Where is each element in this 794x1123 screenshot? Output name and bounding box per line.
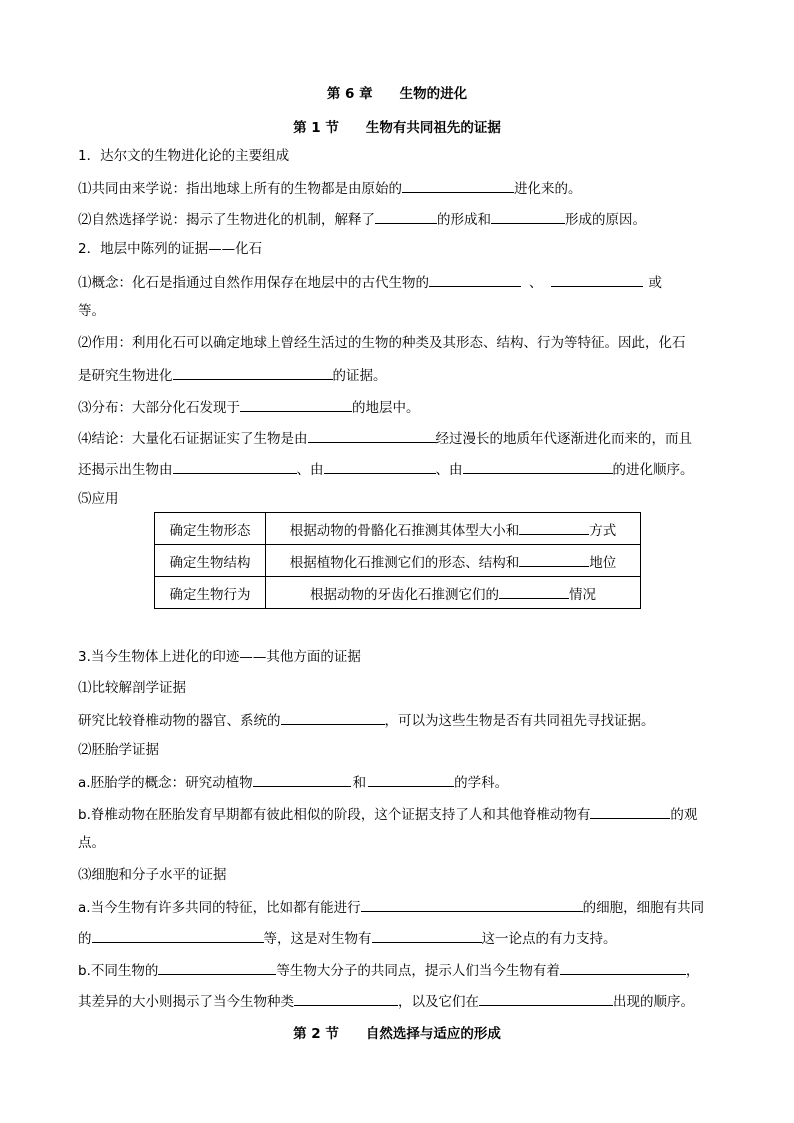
question-3-2: ⑵胚胎学证据 (78, 742, 159, 758)
question-2-4-cont (78, 459, 694, 479)
question-3-3: ⑶细胞和分子水平的证据 (78, 867, 227, 883)
table-row (155, 513, 641, 545)
text: 经过漫长的地质年代逐渐进化而来的，而且 (435, 431, 692, 447)
answer-blank[interactable] (253, 772, 351, 787)
question-3-3-b-cont (78, 991, 694, 1011)
answer-blank[interactable] (324, 459, 436, 474)
text: 的学科。 (454, 775, 509, 791)
question-3-2-b (78, 804, 697, 824)
text: ⑵自然选择学说：揭示了生物进化的机制，解释了 (78, 212, 375, 228)
question-3-1-text (78, 710, 655, 730)
question-1-2 (78, 209, 646, 229)
answer-blank[interactable] (491, 209, 565, 224)
section-2-title: 第 2 节 自然选择与适应的形成 (293, 1026, 501, 1042)
text: 其差异的大小则揭示了当今生物种类 (78, 994, 294, 1010)
table-cell-text (266, 513, 641, 545)
text: 等，这是对生物有 (263, 931, 372, 947)
question-2-1 (78, 272, 662, 292)
answer-blank[interactable] (173, 459, 297, 474)
text: 根据动物的骨骼化石推测其体型大小和 (289, 522, 520, 539)
text: ，以及它们在 (398, 994, 479, 1010)
text: 地位 (589, 554, 617, 571)
question-2-2-cont (78, 365, 387, 385)
text: ，可以为这些生物是否有共同祖先寻找证据。 (384, 713, 655, 729)
answer-blank[interactable] (375, 209, 437, 224)
table-row (155, 577, 641, 609)
text: 根据动物的牙齿化石推测它们的 (310, 586, 499, 603)
answer-blank[interactable] (308, 428, 436, 443)
text: 的形成和 (437, 212, 491, 228)
table-cell-text (266, 545, 641, 577)
text: ⑶分布：大部分化石发现于 (78, 400, 240, 416)
text: 出现的顺序。 (613, 994, 694, 1010)
text: 方式 (589, 522, 617, 539)
text: 、由 (435, 462, 463, 478)
answer-blank[interactable] (519, 520, 589, 535)
text: 还揭示出生物由 (78, 462, 173, 478)
table-cell-text (266, 577, 641, 609)
text: 或 (648, 275, 662, 291)
answer-blank[interactable] (402, 178, 514, 193)
text: a.当今生物有许多共同的特征，比如都有能进行 (78, 900, 361, 916)
question-2-4 (78, 428, 692, 448)
answer-blank[interactable] (429, 272, 521, 287)
text: 、 (529, 275, 543, 291)
text: 和 (352, 775, 367, 791)
text: ⑷结论：大量化石证据证实了生物是由 (78, 431, 308, 447)
question-3-heading: 3.当今生物体上进化的印迹——其他方面的证据 (78, 649, 361, 665)
question-3-3-a-cont (78, 928, 617, 948)
question-2-heading: 2．地层中陈列的证据——化石 (78, 241, 263, 257)
text: b.不同生物的 (78, 963, 159, 979)
question-2-5: ⑸应用 (78, 491, 119, 507)
answer-blank[interactable] (281, 710, 385, 725)
question-2-3 (78, 397, 420, 417)
question-2-2: ⑵作用：利用化石可以确定地球上曾经生活过的生物的种类及其形态、结构、行为等特征。因此，化石 (78, 335, 686, 351)
answer-blank[interactable] (560, 960, 686, 975)
text: 的 (78, 931, 92, 947)
text: ⑴共同由来学说：指出地球上所有的生物都是由原始的 (78, 181, 402, 197)
answer-blank[interactable] (551, 272, 643, 287)
question-3-1: ⑴比较解剖学证据 (78, 680, 186, 696)
answer-blank[interactable] (158, 960, 276, 975)
chapter-title: 第 6 章 生物的进化 (326, 86, 468, 102)
question-3-2-b-cont: 点。 (78, 835, 105, 851)
table-cell-label: 确定生物结构 (155, 545, 266, 577)
text: 这一论点的有力支持。 (481, 931, 617, 947)
text: ， (685, 963, 700, 979)
text: 根据植物化石推测它们的形态、结构和 (289, 554, 520, 571)
text: 、由 (296, 462, 324, 478)
text: 进化来的。 (514, 181, 582, 197)
text: 的细胞，细胞有共同 (582, 900, 705, 916)
answer-blank[interactable] (240, 397, 352, 412)
text: b.脊椎动物在胚胎发育早期都有彼此相似的阶段，这个证据支持了人和其他脊椎动物有 (78, 807, 591, 823)
text: 是研究生物进化 (78, 368, 173, 384)
text: 等生物大分子的共同点，提示人们当今生物有着 (276, 963, 560, 979)
text: 的地层中。 (352, 400, 420, 416)
answer-blank[interactable] (294, 991, 398, 1006)
text: 情况 (569, 586, 596, 603)
question-3-3-a (78, 897, 704, 917)
text: 的进化顺序。 (612, 462, 694, 478)
answer-blank[interactable] (499, 584, 569, 599)
table-cell-label: 确定生物形态 (155, 513, 266, 545)
answer-blank[interactable] (519, 552, 589, 567)
question-1-1 (78, 178, 582, 198)
question-3-3-b (78, 960, 699, 980)
text: 的证据。 (332, 368, 387, 384)
answer-blank[interactable] (590, 804, 670, 819)
fossil-application-table (154, 512, 641, 609)
answer-blank[interactable] (173, 365, 333, 380)
table-row (155, 545, 641, 577)
question-1-heading: 1．达尔文的生物进化论的主要组成 (78, 148, 290, 164)
answer-blank[interactable] (372, 928, 482, 943)
text: 研究比较脊椎动物的器官、系统的 (78, 713, 281, 729)
question-2-1-cont: 等。 (78, 303, 105, 319)
section-title: 第 1 节 生物有共同祖先的证据 (293, 120, 501, 136)
answer-blank[interactable] (463, 459, 613, 474)
text: ⑴概念：化石是指通过自然作用保存在地层中的古代生物的 (78, 275, 429, 291)
text: a.胚胎学的概念：研究动植物 (78, 775, 253, 791)
answer-blank[interactable] (479, 991, 613, 1006)
answer-blank[interactable] (92, 928, 264, 943)
question-3-2-a (78, 772, 508, 792)
text: 的观 (670, 807, 698, 823)
text: 形成的原因。 (565, 212, 646, 228)
answer-blank[interactable] (361, 897, 583, 912)
table-cell-label: 确定生物行为 (155, 577, 266, 609)
answer-blank[interactable] (368, 772, 454, 787)
